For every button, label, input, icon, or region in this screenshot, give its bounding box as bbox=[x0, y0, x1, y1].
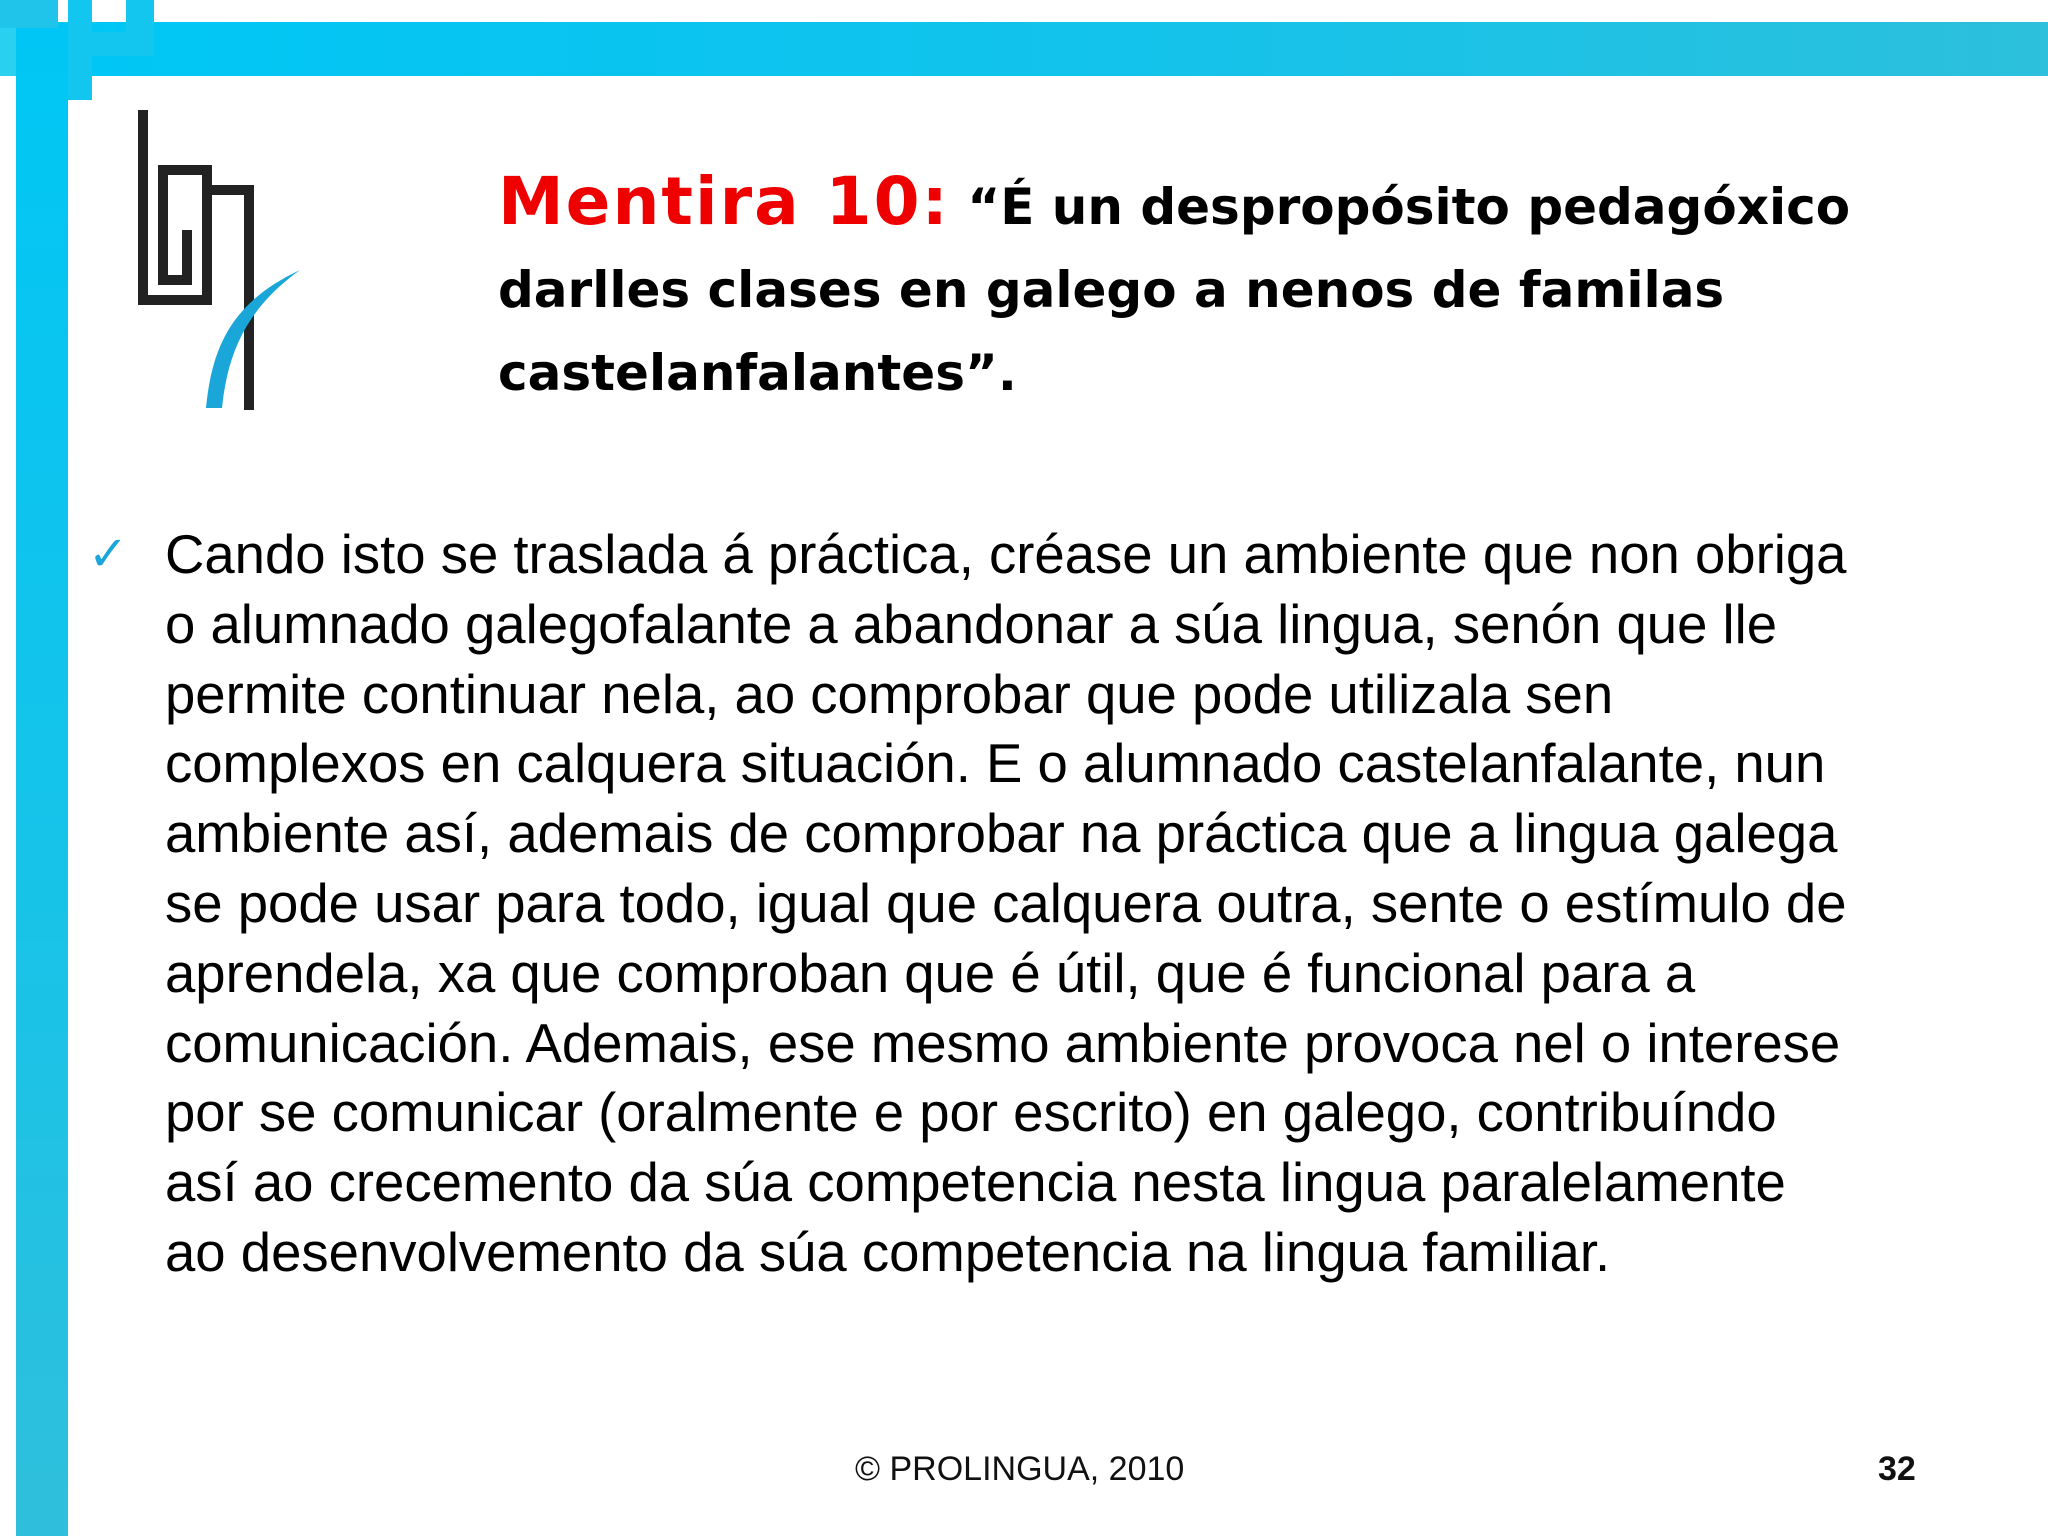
body-line: complexos en calquera situación. E o alumnado castelanfalante, nun bbox=[165, 733, 1826, 795]
frame-corner-block bbox=[92, 32, 126, 56]
body-line: ambiente así, ademais de comprobar na práctica que a lingua galega bbox=[165, 803, 1838, 865]
body-line: o alumnado galegofalante a abandonar a súa lingua, senón que lle bbox=[165, 593, 1778, 655]
page-number: 32 bbox=[1878, 1450, 1916, 1488]
frame-corner-block bbox=[0, 28, 16, 76]
copyright-footer: © PROLINGUA, 2010 bbox=[855, 1450, 1185, 1488]
title-lead: Mentira 10: bbox=[498, 163, 950, 240]
frame-corner-block bbox=[0, 0, 58, 28]
frame-top-bar bbox=[80, 22, 2048, 76]
body-line: comunicación. Ademais, ese mesmo ambiente provoca nel o interese bbox=[165, 1012, 1841, 1074]
frame-corner-block bbox=[126, 0, 154, 56]
prolingua-logo bbox=[132, 110, 308, 414]
frame-left-bar bbox=[16, 22, 68, 1536]
body-line: ao desenvolvemento da súa competencia na lingua familiar. bbox=[165, 1221, 1611, 1283]
slide-title bbox=[498, 160, 1958, 415]
body-line: por se comunicar (oralmente e por escrito) en galego, contribuíndo bbox=[165, 1082, 1777, 1144]
body-line: así ao crecemento da súa competencia nesta lingua paralelamente bbox=[165, 1152, 1786, 1214]
title-statement: “É un despropósito pedagóxico darlles clases en galego a nenos de familas castelanfalantes”. bbox=[498, 178, 1851, 402]
body-line: se pode usar para todo, igual que calquera outra, sente o estímulo de bbox=[165, 872, 1847, 934]
body-paragraph bbox=[165, 520, 1995, 1288]
checkmark-icon: ✓ bbox=[88, 528, 129, 581]
body-line: permite continuar nela, ao comprobar que pode utilizala sen bbox=[165, 663, 1614, 725]
frame-corner-block bbox=[68, 0, 92, 100]
body-line: aprendela, xa que comproban que é útil, que é funcional para a bbox=[165, 942, 1696, 1004]
body-line: Cando isto se traslada á práctica, créase un ambiente que non obriga bbox=[165, 524, 1847, 585]
